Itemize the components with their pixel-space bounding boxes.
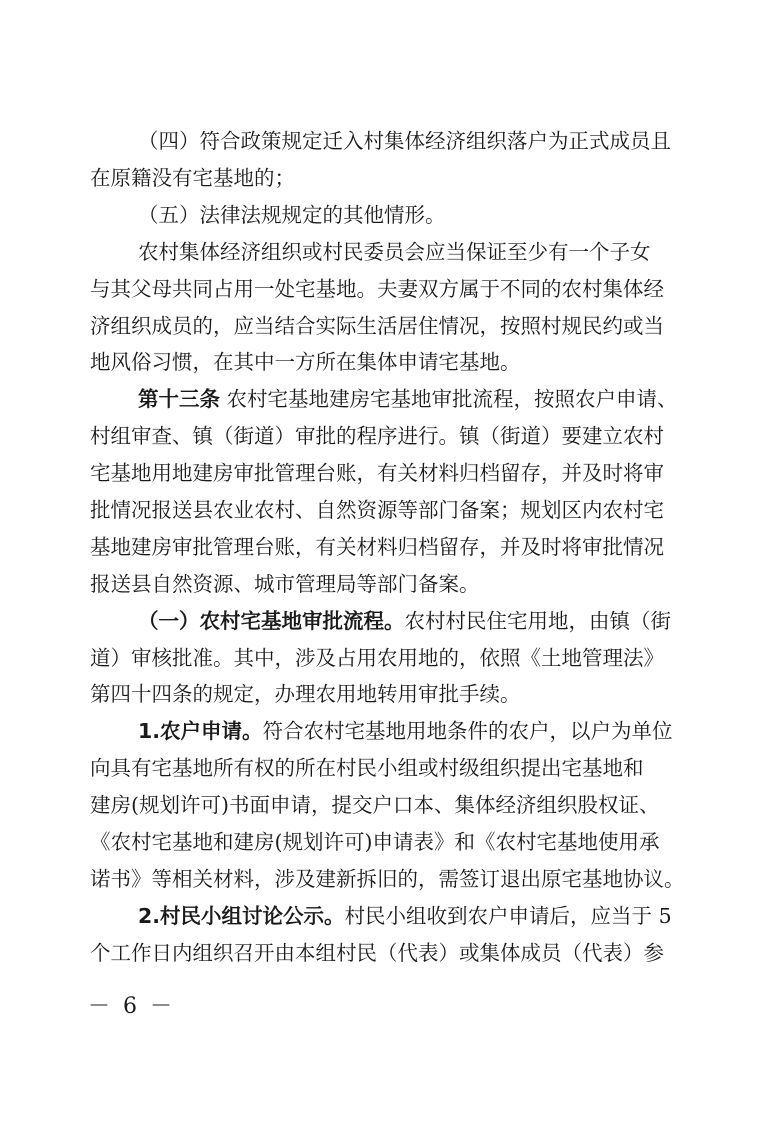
text-line [90, 311, 690, 341]
line-text: 村民小组收到农户申请后，应当于 5 [344, 904, 672, 928]
line-text: 批情况报送县农业农村、自然资源等部门备案；规划区内农村宅 [90, 498, 664, 522]
text-line [90, 532, 690, 562]
line-text: 基地建房审批管理台账，有关材料归档留存，并及时将审批情况 [90, 535, 664, 559]
line-text: 地风俗习惯，在其中一方所在集体申请宅基地。 [90, 350, 521, 374]
text-line [90, 643, 690, 673]
inline-heading: （一）农村宅基地审批流程。 [138, 609, 405, 633]
heading-line [138, 716, 690, 746]
line-text: 报送县自然资源、城市管理局等部门备案。 [90, 572, 480, 596]
line-text: 道）审核批准。其中，涉及占用农用地的，依照《土地管理法》 [90, 646, 664, 670]
text-line [90, 163, 690, 193]
text-line [138, 237, 690, 267]
line-text: 诺书》等相关材料，涉及建新拆旧的，需签订退出原宅基地协议。 [90, 867, 685, 891]
text-line [138, 200, 690, 230]
line-text: 与其父母共同占用一处宅基地。夫妻双方属于不同的农村集体经 [90, 277, 664, 301]
text-line [90, 274, 690, 304]
line-text: 个工作日内组织召开由本组村民（代表）或集体成员（代表）参 [90, 941, 664, 965]
text-line [90, 790, 690, 820]
line-text: 建房(规划许可)书面申请，提交户口本、集体经济组织股权证、 [90, 793, 660, 817]
line-text: 农村集体经济组织或村民委员会应当保证至少有一个子女 [138, 240, 651, 264]
text-line [90, 864, 690, 894]
text-line [90, 569, 690, 599]
line-text: 符合农村宅基地用地条件的农户，以户为单位 [262, 719, 673, 743]
text-line [90, 458, 690, 488]
text-line [138, 126, 690, 156]
heading-line [138, 606, 690, 636]
heading-line [138, 384, 690, 414]
line-text: （五）法律法规规定的其他情形。 [138, 203, 446, 227]
text-line [90, 827, 690, 857]
line-text: 《农村宅基地和建房(规划许可)申请表》和《农村宅基地使用承 [90, 830, 660, 854]
inline-heading: 2.村民小组讨论公示。 [138, 904, 345, 928]
inline-heading: 第十三条 [138, 387, 220, 411]
text-line [90, 679, 690, 709]
line-text: 宅基地用地建房审批管理台账，有关材料归档留存，并及时将审 [90, 461, 664, 485]
text-line [90, 347, 690, 377]
line-text: 第四十四条的规定，办理农用地转用审批手续。 [90, 682, 521, 706]
line-text: 村组审查、镇（街道）审批的程序进行。镇（街道）要建立农村 [90, 424, 664, 448]
text-line [90, 938, 690, 968]
page-number: － 6 － [88, 994, 175, 1019]
line-text: 向具有宅基地所有权的所在村民小组或村级组织提出宅基地和 [90, 756, 644, 780]
line-text: 农村村民住宅用地，由镇（街 [404, 609, 671, 633]
line-text: 济组织成员的，应当结合实际生活居住情况，按照村规民约或当 [90, 314, 664, 338]
heading-line [138, 901, 690, 931]
line-text: 在原籍没有宅基地的； [90, 166, 295, 190]
text-line [90, 753, 690, 783]
text-line [90, 421, 690, 451]
text-line [90, 495, 690, 525]
line-text: （四）符合政策规定迁入村集体经济组织落户为正式成员且 [138, 129, 671, 153]
line-text: 农村宅基地建房宅基地审批流程，按照农户申请、 [220, 387, 678, 411]
inline-heading: 1.农户申请。 [138, 719, 263, 743]
